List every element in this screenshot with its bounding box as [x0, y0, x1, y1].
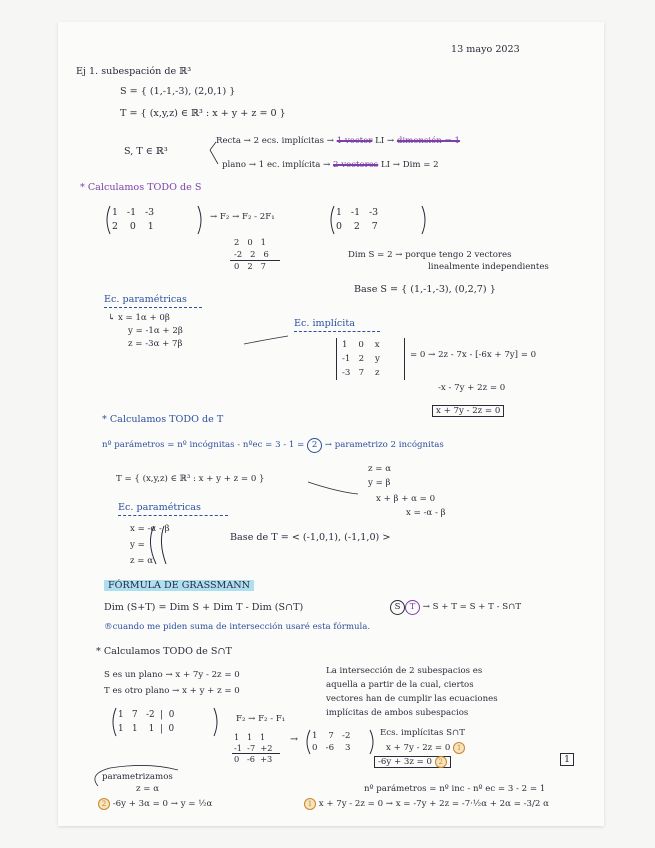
param-T-eq2: y = — [130, 540, 145, 550]
section-title-SnT: * Calculamos TODO de S∩T — [96, 646, 232, 657]
section-title-S: * Calculamos TODO de S — [80, 182, 202, 193]
ecs-2: -6y + 3z = 0 2 — [374, 756, 451, 768]
arrow-SnT: → — [290, 734, 299, 745]
ecs-1: x + 7y - 2z = 0 1 — [386, 742, 465, 754]
impl-title-S: Ec. implícita — [294, 318, 355, 329]
date: 13 mayo 2023 — [451, 44, 520, 55]
T-sub4: x = -α - β — [406, 508, 446, 518]
exercise-heading: Ej 1. subespación de ℝ³ — [76, 66, 192, 77]
param-title-S: Ec. paramétricas — [104, 294, 187, 305]
row-operation-S: → F₂ → F₂ - 2F₁ — [210, 212, 275, 222]
param-S-eq3: z = -3α + 7β — [128, 339, 183, 349]
param-S-eq2: y = -1α + 2β — [128, 326, 183, 336]
ecs-title: Ecs. implícitas S∩T — [380, 728, 465, 738]
classification-prefix: S, T ∈ ℝ³ — [124, 146, 168, 157]
impl-S-boxed: x + 7y - 2z = 0 — [432, 406, 504, 416]
param-label: parametrizamos — [102, 772, 173, 782]
SnT-l2: T es otro plano → x + y + z = 0 — [104, 686, 240, 696]
T-definition: T = { (x,y,z) ∈ ℝ³ : x + y + z = 0 } — [120, 108, 286, 119]
nparam-bottom: nº parámetros = nº inc - nº ec = 3 - 2 = 1 — [364, 784, 546, 794]
dim-S: Dim S = 2 → porque tengo 2 vectores — [348, 250, 512, 260]
T-sub3: x + β + α = 0 — [376, 494, 436, 504]
grassmann-note: S T → S + T = S + T - S∩T — [390, 600, 521, 615]
bottom-right: 1 x + 7y - 2z = 0 → x = -7y + 2z = -7·½α + 2α = -3/2 α — [304, 798, 549, 810]
determinant-S: 1 0 x -1 2 y -3 7 z — [342, 340, 380, 378]
classification-line-1: Recta → 2 ecs. implícitas → 1 vector LI → dimensión = 1 — [216, 136, 460, 146]
matrix-S-reduced: 1 -1 -3 0 2 7 — [336, 207, 379, 232]
SnT-desc4: implícitas de ambos subespacios — [326, 708, 469, 718]
dim-S-reason: linealmente independientes — [428, 262, 549, 272]
row-operation-SnT: F₂ → F₂ - F₁ — [236, 714, 286, 724]
section-title-T: * Calculamos TODO de T — [102, 414, 224, 425]
T-sub1: z = α — [368, 464, 391, 474]
matrix-S: 1 -1 -3 2 0 1 — [112, 207, 155, 232]
page-number: 1 — [560, 754, 574, 765]
notebook-page — [58, 22, 604, 826]
S-definition: S = { (1,-1,-3), (2,0,1) } — [120, 86, 236, 97]
T-definition-2: T = { (x,y,z) ∈ ℝ³ : x + y + z = 0 } — [116, 474, 265, 484]
matrix-SnT-reduced: 1 7 -2 0 -6 3 — [312, 731, 351, 753]
impl-S-result2: -x - 7y + 2z = 0 — [438, 383, 506, 393]
impl-S-result: = 0 → 2z - 7x - [-6x + 7y] = 0 — [410, 350, 537, 360]
SnT-l1: S es un plano → x + 7y - 2z = 0 — [104, 670, 240, 680]
param-title-T: Ec. paramétricas — [118, 502, 201, 513]
SnT-desc1: La intersección de 2 subespacios es — [326, 666, 483, 676]
grassmann-remark: ®cuando me piden suma de intersección usaré esta fórmula. — [104, 622, 371, 632]
ink-strokes — [58, 22, 604, 826]
grassmann-formula: Dim (S+T) = Dim S + Dim T - Dim (S∩T) — [104, 602, 304, 613]
param-T-eq3: z = α — [130, 556, 153, 566]
base-S: Base S = { (1,-1,-3), (0,2,7) } — [354, 284, 496, 295]
side-calc-SnT: 1 1 1 -1 -7 +2 0 -6 +3 — [234, 732, 273, 764]
base-T: Base de T = < (-1,0,1), (-1,1,0) > — [230, 532, 391, 543]
SnT-desc3: vectores han de cumplir las ecuaciones — [326, 694, 498, 704]
side-calc-S: 2 0 1 -2 2 6 0 2 7 — [234, 237, 269, 271]
bottom-left: 2 -6y + 3α = 0 → y = ½α — [98, 798, 212, 810]
param-T-eq1: x = -α - β — [130, 524, 170, 534]
SnT-desc2: aquella a partir de la cual, ciertos — [326, 680, 474, 690]
z-eq: z = α — [136, 784, 159, 794]
T-sub2: y = β — [368, 478, 391, 488]
param-S-eq1: ↳ x = 1α + 0β — [108, 313, 170, 323]
params-T: nº parámetros = nº incógnitas - nºec = 3 - 1 = 2 → parametrizo 2 incógnitas — [102, 438, 444, 453]
matrix-SnT: 1 7 -2 | 0 1 1 1 | 0 — [118, 710, 175, 734]
grassmann-title: FÓRMULA DE GRASSMANN — [104, 580, 254, 591]
classification-line-2: plano → 1 ec. implícita → 2 vectores LI → Dim = 2 — [222, 160, 439, 170]
